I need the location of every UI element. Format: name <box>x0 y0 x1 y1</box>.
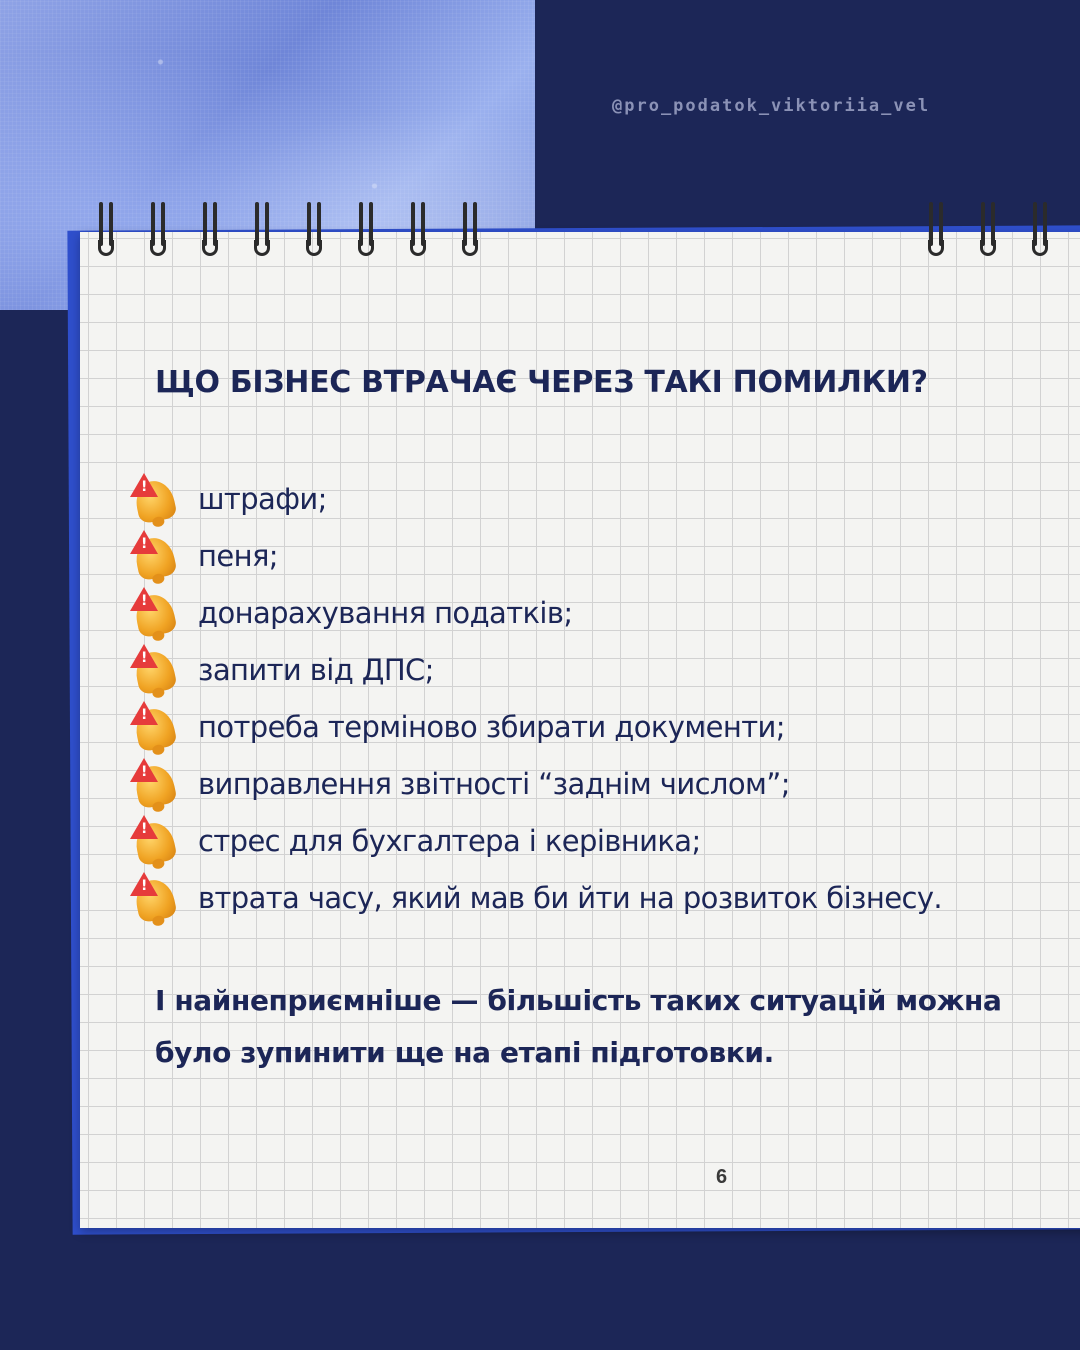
spiral-ring <box>980 202 996 260</box>
warning-bell-icon: ! <box>130 701 180 753</box>
list-item <box>130 470 942 527</box>
spiral-ring <box>98 202 114 260</box>
spiral-ring <box>928 202 944 260</box>
losses-list <box>130 470 942 926</box>
list-item <box>130 755 942 812</box>
list-item <box>130 584 942 641</box>
spiral-binding <box>0 202 1080 264</box>
list-item-text: запити від ДПС; <box>198 652 434 687</box>
page-title: ЩО БІЗНЕС ВТРАЧАЄ ЧЕРЕЗ ТАКІ ПОМИЛКИ? <box>155 365 928 400</box>
spiral-ring <box>462 202 478 260</box>
spiral-ring <box>150 202 166 260</box>
list-item-text: штрафи; <box>198 481 327 516</box>
list-item-text: пеня; <box>198 538 278 573</box>
spiral-ring <box>358 202 374 260</box>
warning-bell-icon: ! <box>130 644 180 696</box>
spiral-ring <box>410 202 426 260</box>
list-item <box>130 527 942 584</box>
list-item <box>130 698 942 755</box>
warning-bell-icon: ! <box>130 530 180 582</box>
list-item <box>130 869 942 926</box>
spiral-ring <box>306 202 322 260</box>
conclusion-text: І найнеприємніше — більшість таких ситуацій можна було зупинити ще на етапі підготовки. <box>155 984 1002 1069</box>
list-item-text: потреба терміново збирати документи; <box>198 709 785 744</box>
page-number: 6 <box>716 1166 728 1188</box>
warning-bell-icon: ! <box>130 758 180 810</box>
list-item <box>130 812 942 869</box>
list-item <box>130 641 942 698</box>
list-item-text: виправлення звітності “заднім числом”; <box>198 766 790 801</box>
spiral-ring <box>1032 202 1048 260</box>
author-handle: @pro_podatok_viktoriia_vel <box>612 96 931 116</box>
warning-bell-icon: ! <box>130 872 180 924</box>
warning-bell-icon: ! <box>130 587 180 639</box>
list-item-text: стрес для бухгалтера і керівника; <box>198 823 701 858</box>
warning-bell-icon: ! <box>130 815 180 867</box>
warning-bell-icon: ! <box>130 473 180 525</box>
spiral-ring <box>202 202 218 260</box>
list-item-text: втрата часу, який мав би йти на розвиток бізнесу. <box>198 880 942 915</box>
list-item-text: донарахування податків; <box>198 595 573 630</box>
spiral-ring <box>254 202 270 260</box>
